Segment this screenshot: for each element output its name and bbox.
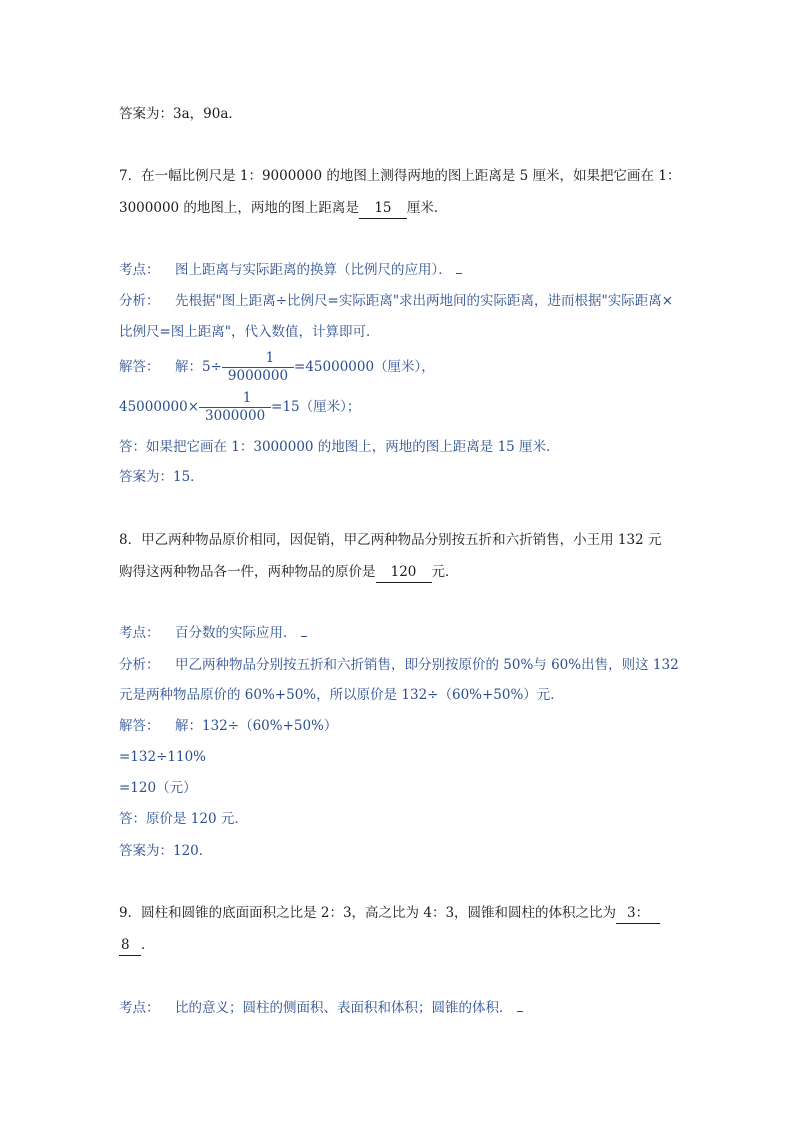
q9-answer-blank-2: 8 (119, 935, 141, 956)
edit-mark-icon (517, 1003, 523, 1012)
q7-question-text: 3000000 的地图上，两地的图上距离是 (119, 200, 359, 216)
jieda-label: 解答： (119, 718, 160, 734)
edit-mark-icon (456, 265, 462, 274)
step2-text: 45000000× (119, 399, 200, 415)
q7-step2 (119, 390, 360, 425)
q8-fenxi-2: 元是两种物品原价的 60%+50%，所以原价是 132÷（60%+50%）元． (119, 687, 564, 703)
kaodian-label: 考点： (119, 262, 160, 278)
q6-answer: 答案为：3a，90a． (119, 106, 242, 122)
q7-question-line1: 7．在一幅比例尺是 1：9000000 的地图上测得两地的图上距离是 5 厘米，如果把它画在 1： (119, 168, 681, 184)
q9-question-line2 (119, 935, 155, 956)
q7-fenxi-2: 比例尺=图上距离"，代入数值，计算即可． (119, 324, 380, 340)
q9-question-text: 9．圆柱和圆锥的底面面积之比是 2：3，高之比为 4：3，圆锥和圆柱的体积之比为 (119, 905, 617, 921)
fraction-2 (199, 390, 271, 425)
q9-question-end: ． (141, 937, 155, 953)
fenxi-label: 分析： (119, 657, 160, 673)
fraction-1-denominator: 9000000 (227, 368, 289, 384)
q9-question-line1 (119, 903, 660, 924)
q8-answer: 答案为：120． (119, 843, 213, 859)
q9-kaodian (119, 998, 523, 1018)
q7-kaodian (119, 260, 462, 280)
q8-question-line2 (119, 562, 459, 583)
q8-fenxi (119, 655, 679, 675)
fenxi-text-1: 先根据"图上距离÷比例尺=实际距离"求出两地间的实际距离，进而根据"实际距离× (175, 293, 674, 309)
jieda-label: 解答： (119, 359, 160, 375)
kaodian-text: 图上距离与实际距离的换算（比例尺的应用）． (175, 262, 452, 278)
q8-da: 答：原价是 120 元． (119, 811, 248, 827)
edit-mark-icon (301, 628, 307, 637)
q7-fenxi (119, 291, 673, 311)
q9-answer-blank-1: 3： (616, 903, 660, 924)
q8-jieda (119, 716, 337, 736)
q8-question-line1: 8．甲乙两种物品原价相同，因促销，甲乙两种物品分别按五折和六折销售，小王用 132 元 (119, 532, 662, 548)
fraction-2-numerator: 1 (199, 390, 271, 408)
q8-question-unit: 元． (431, 564, 459, 580)
q7-question-unit: 厘米． (406, 200, 448, 216)
fraction-1-numerator: 1 (222, 350, 294, 368)
q7-answer: 答案为：15． (119, 469, 204, 485)
q7-da: 答：如果把它画在 1：3000000 的地图上，两地的图上距离是 15 厘米． (119, 439, 560, 455)
q7-question-line2 (119, 198, 447, 219)
fenxi-label: 分析： (119, 293, 160, 309)
q8-question-text: 购得这两种物品各一件，两种物品的原价是 (119, 564, 376, 580)
q7-answer-blank: 15 (359, 198, 407, 219)
step2-result: =15（厘米）； (271, 399, 361, 415)
kaodian-text: 百分数的实际应用． (175, 625, 297, 641)
fraction-2-denominator: 3000000 (205, 408, 266, 424)
q8-step2: =132÷110% (119, 749, 206, 765)
jieda-text: 解：132÷（60%+50%） (175, 718, 338, 734)
fenxi-text-1: 甲乙两种物品分别按五折和六折销售，即分别按原价的 50%与 60%出售，则这 132 (175, 657, 679, 673)
jieda-result: =45000000（厘米）， (294, 359, 435, 375)
q8-step3: =120（元） (119, 780, 197, 796)
q8-answer-blank: 120 (376, 562, 432, 583)
q7-jieda (119, 350, 435, 385)
fraction-1 (222, 350, 294, 385)
jieda-text: 解：5÷ (175, 359, 222, 375)
q8-kaodian (119, 623, 307, 643)
kaodian-label: 考点： (119, 1000, 160, 1016)
kaodian-text: 比的意义；圆柱的侧面积、表面积和体积；圆锥的体积． (175, 1000, 513, 1016)
kaodian-label: 考点： (119, 625, 160, 641)
